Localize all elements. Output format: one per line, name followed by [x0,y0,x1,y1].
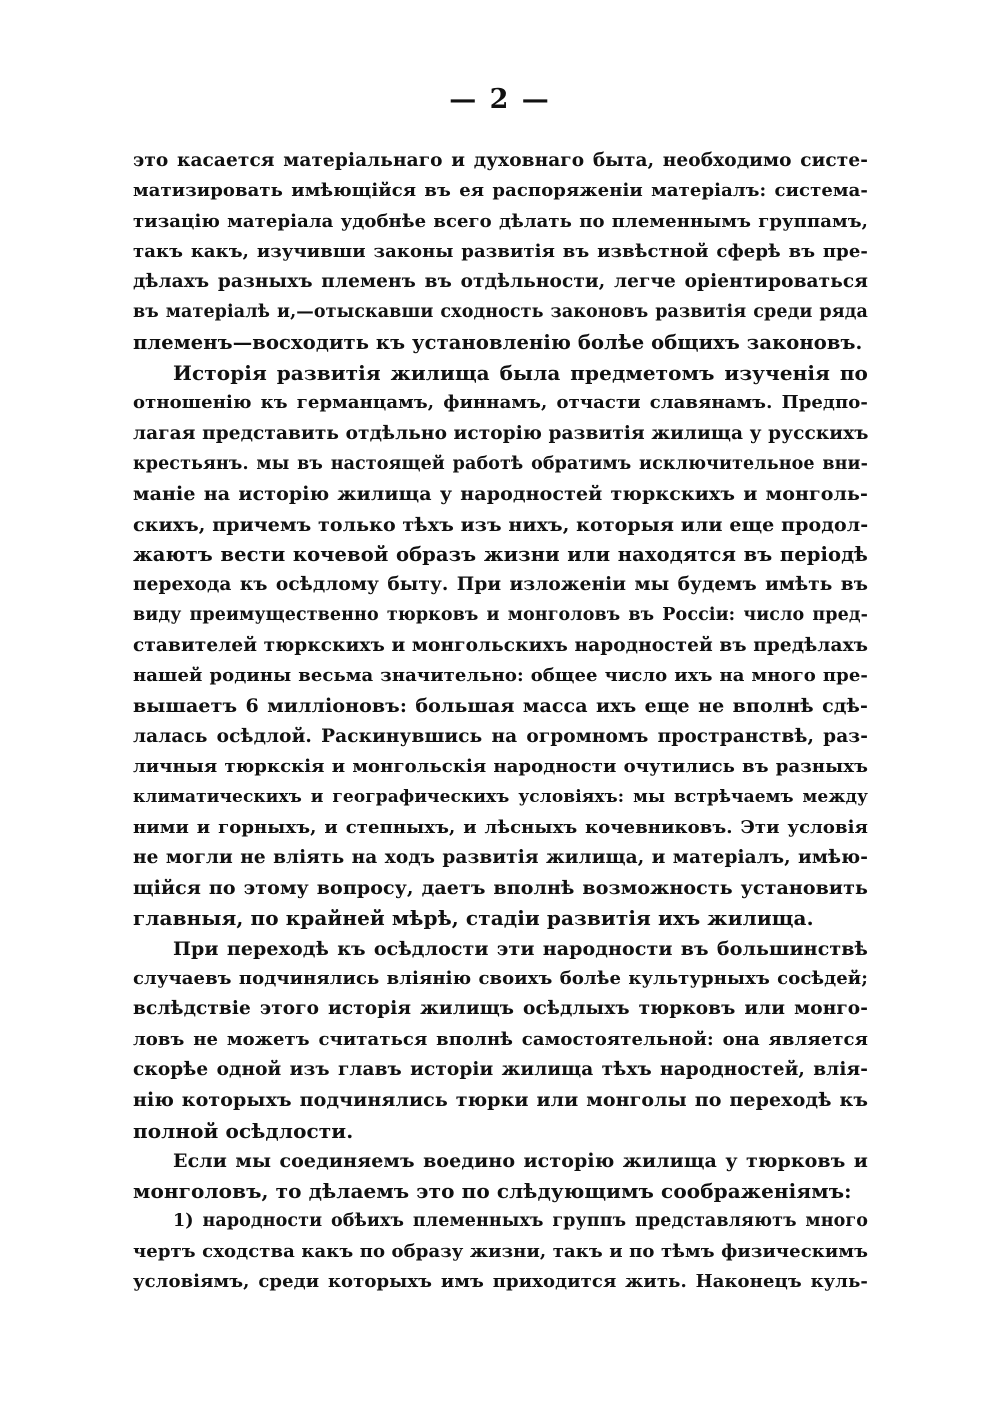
text-line: лагая представить отдѣльно исторію развитія жилища у русскихъ [133,422,869,444]
text-line: щійся по этому вопросу, даетъ вполнѣ возможность установить [133,877,868,900]
text-line: условіямъ, среди которыхъ имъ приходится жить. Наконецъ куль- [133,1270,868,1292]
text-line: жаютъ вести кочевой образъ жизни или находятся въ періодѣ [133,542,868,566]
text-line: не могли не вліять на ходъ развитія жилища, и матеріалъ, имѣю- [133,846,868,868]
text-line: нашей родины весьма значительно: общее число ихъ на много пре- [133,665,868,687]
text-line: 1) народности обѣихъ племенныхъ группъ представляютъ много [173,1211,868,1232]
text-line: ловъ не можетъ считаться вполнѣ самостоятельной: она является [133,1028,868,1050]
text-line: лалась осѣдлой. Раскинувшись на огромномъ пространствѣ, раз- [133,725,868,747]
text-line: скорѣе одной изъ главъ исторіи жилища тѣхъ народностей, влія- [133,1058,868,1080]
text-line: тизацію матеріала удобнѣе всего дѣлать по племеннымъ группамъ, [133,210,868,232]
text-line: полной осѣдлости. [133,1118,354,1143]
text-line: отношенію къ германцамъ, финнамъ, отчасти славянамъ. Предпо- [133,392,868,414]
text-line: племенъ—восходить къ установленію болѣе общихъ законовъ. [133,330,863,354]
text-line: перехода къ осѣдлому быту. При изложеніи мы будемъ имѣть въ [133,574,868,596]
body-text [133,146,868,1297]
text-line: ними и горныхъ, и степныхъ, и лѣсныхъ кочевниковъ. Эти условія [133,816,868,838]
text-line: нію которыхъ подчинялись тюрки или монголы по переходѣ къ [133,1089,868,1112]
text-line: климатическихъ и географическихъ условіяхъ: мы встрѣчаемъ между [133,787,868,808]
text-line: личныя тюркскія и монгольскія народности очутились въ разныхъ [133,755,868,777]
text-line: маніе на исторію жилища у народностей тюркскихъ и монголь- [133,483,868,506]
text-line: случаевъ подчинялись вліянію своихъ болѣе культурныхъ сосѣдей; [133,968,868,990]
text-line: виду преимущественно тюрковъ и монголовъ въ Россіи: число пред- [133,605,868,626]
text-line: ставителей тюркскихъ и монгольскихъ народностей въ предѣлахъ [133,634,868,656]
text-line: При переходѣ къ осѣдлости эти народности въ большинствѣ [173,937,868,960]
text-line: такъ какъ, изучивши законы развитія въ извѣстной сферѣ въ пре- [133,240,868,262]
text-line: чертъ сходства какъ по образу жизни, такъ и по тѣмъ физическимъ [133,1240,868,1262]
text-line: Исторія развитія жилища была предметомъ изученія по [173,361,868,386]
text-line: Если мы соединяемъ воедино исторію жилища у тюрковъ и [173,1149,868,1172]
text-line: вслѣдствіе этого исторія жилищъ осѣдлыхъ тюрковъ или монго- [133,998,868,1020]
page-number: — 2 — [449,84,551,115]
text-line: главныя, по крайней мѣрѣ, стадіи развитія ихъ жилища. [133,906,814,931]
text-line: это касается матеріальнаго и духовнаго быта, необходимо систе- [133,150,868,171]
text-line: въ матеріалѣ и,—отыскавши сходность законовъ развитія среди ряда [133,302,868,323]
text-line: матизировать имѣющійся въ ея распоряженіи матеріалъ: системa- [133,180,868,202]
text-line: вышаетъ 6 милліоновъ: большая масса ихъ еще не вполнѣ сдѣ- [133,695,868,718]
text-line: дѣлахъ разныхъ племенъ въ отдѣльности, легче оріентироваться [133,271,868,293]
text-line: монголовъ, то дѣлаемъ это по слѣдующимъ соображеніямъ: [133,1179,852,1204]
text-line: скихъ, причемъ только тѣхъ изъ нихъ, которыя или еще продол- [133,513,869,536]
text-line: крестьянъ. мы въ настоящей работѣ обратимъ исключительное вни- [133,453,868,474]
